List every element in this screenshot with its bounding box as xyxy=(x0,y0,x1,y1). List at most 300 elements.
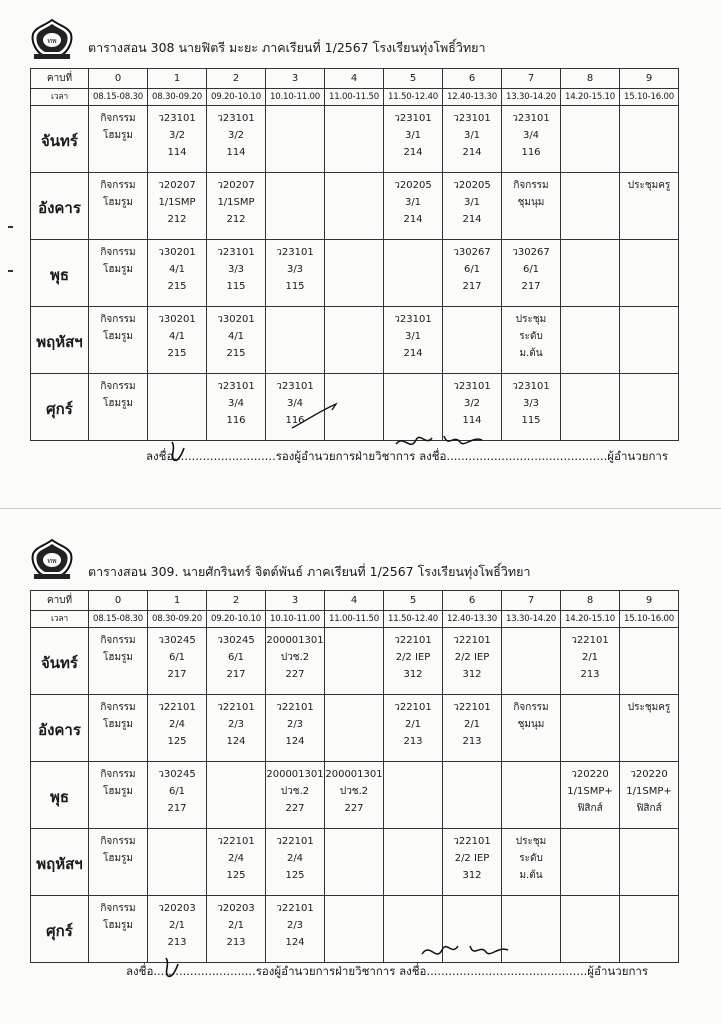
cell-line: ชุมนุม xyxy=(517,719,545,730)
cell-line: 200001301 xyxy=(266,635,324,646)
schedule-cell xyxy=(89,762,148,829)
cell-line: 213 xyxy=(580,669,600,680)
schedule-cell xyxy=(384,762,443,829)
period-number: 1 xyxy=(148,69,207,89)
day-row xyxy=(31,695,679,762)
day-row xyxy=(31,374,679,441)
schedule-cell xyxy=(266,240,325,307)
cell-line: ว23101 xyxy=(158,113,196,124)
cell-line: 125 xyxy=(285,870,305,881)
cell-line: กิจกรรม xyxy=(513,702,549,713)
cell-line: ว22101 xyxy=(394,702,432,713)
cell-line: ว23101 xyxy=(512,381,550,392)
cell-line: ว22101 xyxy=(276,836,314,847)
cell-line: ประชุมครู xyxy=(627,180,671,191)
page-divider xyxy=(0,508,721,509)
handwritten-signature xyxy=(160,956,188,980)
cell-line: 200001301 xyxy=(266,769,324,780)
schedule-cell xyxy=(148,695,207,762)
cell-line: ว22101 xyxy=(453,836,491,847)
cell-line: กิจกรรม xyxy=(100,180,136,191)
schedule-cell xyxy=(443,762,502,829)
schedule-cell xyxy=(207,173,266,240)
cell-line: ว23101 xyxy=(453,113,491,124)
cell-line: 115 xyxy=(285,281,305,292)
day-name: อังคาร xyxy=(31,695,89,762)
cell-line: 215 xyxy=(226,348,246,359)
cell-line: ว30245 xyxy=(158,635,196,646)
schedule-cell xyxy=(325,240,384,307)
cell-line: 116 xyxy=(521,147,541,158)
schedule-cell xyxy=(620,695,679,762)
cell-line: 200001301 xyxy=(325,769,383,780)
time-slot: 08.30-09.20 xyxy=(148,89,207,106)
period-number: 0 xyxy=(89,69,148,89)
schedule-cell xyxy=(89,829,148,896)
time-slot: 10.10-11.00 xyxy=(266,89,325,106)
punch-mark xyxy=(8,226,13,228)
schedule-cell xyxy=(89,374,148,441)
day-row xyxy=(31,628,679,695)
cell-line: โฮมรูม xyxy=(102,264,134,275)
schedule-cell xyxy=(266,307,325,374)
cell-line: โฮมรูม xyxy=(102,197,134,208)
cell-line: 214 xyxy=(403,348,423,359)
schedule-cell xyxy=(148,173,207,240)
cell-line: ว22101 xyxy=(453,702,491,713)
schedule-cell xyxy=(148,307,207,374)
schedule-cell xyxy=(325,307,384,374)
schedule-cell xyxy=(266,695,325,762)
cell-line: ว30201 xyxy=(217,314,255,325)
cell-line: กิจกรรม xyxy=(100,381,136,392)
cell-line: ว23101 xyxy=(394,113,432,124)
period-number: 7 xyxy=(502,591,561,611)
period-number: 9 xyxy=(620,591,679,611)
day-row xyxy=(31,240,679,307)
cell-line: โฮมรูม xyxy=(102,719,134,730)
schedule-cell xyxy=(561,695,620,762)
cell-line: 213 xyxy=(167,937,187,948)
time-slot: 13.30-14.20 xyxy=(502,89,561,106)
time-slot: 09.20-10.10 xyxy=(207,611,266,628)
schedule-cell xyxy=(443,628,502,695)
cell-line: โฮมรูม xyxy=(102,853,134,864)
schedule-cell xyxy=(502,695,561,762)
cell-line: 2/3 xyxy=(286,719,304,730)
cell-line: ประชุม xyxy=(515,314,547,325)
schedule-cell xyxy=(620,106,679,173)
schedule-cell xyxy=(384,173,443,240)
schedule-cell xyxy=(502,374,561,441)
schedule-cell xyxy=(620,762,679,829)
cell-line: ปวช.2 xyxy=(280,786,310,797)
day-row xyxy=(31,896,679,963)
cell-line: 1/1SMP xyxy=(217,197,255,208)
day-name: พุธ xyxy=(31,240,89,307)
cell-line: 3/1 xyxy=(404,130,422,141)
cell-line: 3/4 xyxy=(227,398,245,409)
time-slot: 08.30-09.20 xyxy=(148,611,207,628)
cell-line: โฮมรูม xyxy=(102,652,134,663)
cell-line: 115 xyxy=(521,415,541,426)
schedule-cell xyxy=(148,829,207,896)
punch-mark xyxy=(8,270,13,272)
schedule-cell xyxy=(266,896,325,963)
cell-line: กิจกรรม xyxy=(100,247,136,258)
cell-line: กิจกรรม xyxy=(100,769,136,780)
time-slot: 11.00-11.50 xyxy=(325,89,384,106)
schedule-cell xyxy=(325,896,384,963)
time-slot: 12.40-13.30 xyxy=(443,611,502,628)
cell-line: ว23101 xyxy=(276,247,314,258)
cell-line: 217 xyxy=(462,281,482,292)
handwritten-signature xyxy=(166,440,194,464)
cell-line: ฟิสิกส์ xyxy=(577,803,603,814)
schedule-cell xyxy=(325,173,384,240)
cell-line: 3/3 xyxy=(286,264,304,275)
cell-line: ว22101 xyxy=(571,635,609,646)
time-slot: 15.10-16.00 xyxy=(620,611,679,628)
cell-line: ม.ต้น xyxy=(519,870,543,881)
cell-line: 2/3 xyxy=(227,719,245,730)
cell-line: 214 xyxy=(462,147,482,158)
cell-line: 2/1 xyxy=(463,719,481,730)
time-slot: 08.15-08.30 xyxy=(89,89,148,106)
schedule-cell xyxy=(207,106,266,173)
schedule-cell xyxy=(325,106,384,173)
day-name: จันทร์ xyxy=(31,628,89,695)
cell-line: 2/1 xyxy=(404,719,422,730)
day-name: จันทร์ xyxy=(31,106,89,173)
schedule-title: ตารางสอน 308 นายฟิตรี มะยะ ภาคเรียนที่ 1/2567 โรงเรียนทุ่งโพธิ์วิทยา xyxy=(88,40,486,55)
schedule-cell xyxy=(266,829,325,896)
cell-line: 125 xyxy=(226,870,246,881)
schedule-cell xyxy=(502,628,561,695)
time-slot: 12.40-13.30 xyxy=(443,89,502,106)
cell-line: 3/1 xyxy=(404,331,422,342)
cell-line: ว20205 xyxy=(453,180,491,191)
cell-line: ว22101 xyxy=(453,635,491,646)
cell-line: 213 xyxy=(462,736,482,747)
schedule-cell xyxy=(620,628,679,695)
cell-line: 214 xyxy=(403,147,423,158)
schedule-cell xyxy=(89,628,148,695)
cell-line: 115 xyxy=(226,281,246,292)
schedule-sheet-308 xyxy=(0,0,721,508)
schedule-cell xyxy=(148,106,207,173)
cell-line: กิจกรรม xyxy=(100,903,136,914)
cell-line: 4/1 xyxy=(168,331,186,342)
period-number: 6 xyxy=(443,69,502,89)
day-name: ศุกร์ xyxy=(31,896,89,963)
cell-line: ว20220 xyxy=(630,769,668,780)
cell-line: 217 xyxy=(521,281,541,292)
schedule-cell xyxy=(89,106,148,173)
schedule-cell xyxy=(620,307,679,374)
schedule-cell xyxy=(148,628,207,695)
cell-line: ว20207 xyxy=(158,180,196,191)
cell-line: 3/3 xyxy=(522,398,540,409)
svg-text:ทพ: ทพ xyxy=(47,557,57,565)
cell-line: 2/1 xyxy=(168,920,186,931)
schedule-cell xyxy=(502,762,561,829)
schedule-cell xyxy=(384,307,443,374)
period-number: 6 xyxy=(443,591,502,611)
time-header: เวลา xyxy=(31,89,89,106)
schedule-cell xyxy=(561,240,620,307)
cell-line: ว30267 xyxy=(512,247,550,258)
cell-line: 3/4 xyxy=(286,398,304,409)
schedule-cell xyxy=(443,240,502,307)
schedule-cell xyxy=(148,374,207,441)
cell-line: ชุมนุม xyxy=(517,197,545,208)
cell-line: ว23101 xyxy=(394,314,432,325)
schedule-cell xyxy=(266,628,325,695)
cell-line: 1/1SMP xyxy=(158,197,196,208)
schedule-cell xyxy=(207,374,266,441)
cell-line: 2/1 xyxy=(227,920,245,931)
schedule-cell xyxy=(502,829,561,896)
cell-line: 6/1 xyxy=(522,264,540,275)
cell-line: กิจกรรม xyxy=(100,836,136,847)
day-row xyxy=(31,829,679,896)
cell-line: โฮมรูม xyxy=(102,398,134,409)
schedule-cell xyxy=(148,896,207,963)
time-slot: 11.50-12.40 xyxy=(384,89,443,106)
schedule-cell xyxy=(443,695,502,762)
cell-line: 217 xyxy=(167,803,187,814)
timetable xyxy=(30,68,679,441)
cell-line: ว20207 xyxy=(217,180,255,191)
day-row xyxy=(31,307,679,374)
day-row xyxy=(31,173,679,240)
schedule-cell xyxy=(325,628,384,695)
signature-line: ลงชื่อ............................รองผู้อำนวยการฝ่ายวิชาการ ลงชื่อ............................................ผู้อำนวยการ xyxy=(146,449,669,463)
day-name: พฤหัสฯ xyxy=(31,307,89,374)
handwritten-signature xyxy=(392,430,487,456)
cell-line: ปวช.2 xyxy=(339,786,369,797)
schedule-cell xyxy=(384,106,443,173)
period-number: 4 xyxy=(325,591,384,611)
cell-line: โฮมรูม xyxy=(102,786,134,797)
cell-line: ว20205 xyxy=(394,180,432,191)
cell-line: 1/1SMP+ xyxy=(567,786,613,797)
time-slot: 15.10-16.00 xyxy=(620,89,679,106)
cell-line: โฮมรูม xyxy=(102,130,134,141)
signature-line: ลงชื่อ............................รองผู้อำนวยการฝ่ายวิชาการ ลงชื่อ............................................ผู้อำนวยการ xyxy=(126,964,649,978)
time-slot: 13.30-14.20 xyxy=(502,611,561,628)
cell-line: 217 xyxy=(167,669,187,680)
cell-line: 212 xyxy=(167,214,187,225)
cell-line: 3/2 xyxy=(227,130,245,141)
schedule-cell xyxy=(561,762,620,829)
cell-line: 3/4 xyxy=(522,130,540,141)
schedule-cell xyxy=(443,106,502,173)
time-slot: 10.10-11.00 xyxy=(266,611,325,628)
cell-line: ว22101 xyxy=(276,702,314,713)
cell-line: 215 xyxy=(167,281,187,292)
cell-line: 2/2 IEP xyxy=(454,853,490,864)
period-number: 0 xyxy=(89,591,148,611)
cell-line: 2/4 xyxy=(227,853,245,864)
schedule-cell xyxy=(89,240,148,307)
period-number: 9 xyxy=(620,69,679,89)
cell-line: 212 xyxy=(226,214,246,225)
cell-line: 3/3 xyxy=(227,264,245,275)
cell-line: 2/4 xyxy=(168,719,186,730)
cell-line: 2/2 IEP xyxy=(395,652,431,663)
cell-line: 214 xyxy=(462,214,482,225)
period-number: 1 xyxy=(148,591,207,611)
schedule-cell xyxy=(502,106,561,173)
cell-line: ว30245 xyxy=(158,769,196,780)
schedule-cell xyxy=(207,628,266,695)
cell-line: 124 xyxy=(226,736,246,747)
cell-line: 213 xyxy=(403,736,423,747)
schedule-cell xyxy=(89,307,148,374)
cell-line: ว30267 xyxy=(453,247,491,258)
cell-line: ระดับ xyxy=(519,331,543,342)
period-number: 8 xyxy=(561,591,620,611)
period-number: 5 xyxy=(384,591,443,611)
cell-line: 3/1 xyxy=(463,130,481,141)
cell-line: ว30245 xyxy=(217,635,255,646)
period-number: 2 xyxy=(207,591,266,611)
schedule-cell xyxy=(561,829,620,896)
cell-line: ระดับ xyxy=(519,853,543,864)
cell-line: กิจกรรม xyxy=(100,635,136,646)
cell-line: ปวช.2 xyxy=(280,652,310,663)
schedule-cell xyxy=(266,762,325,829)
cell-line: 312 xyxy=(462,870,482,881)
schedule-cell xyxy=(384,829,443,896)
schedule-cell xyxy=(325,695,384,762)
cell-line: 124 xyxy=(285,736,305,747)
schedule-cell xyxy=(89,173,148,240)
schedule-cell xyxy=(561,628,620,695)
schedule-cell xyxy=(620,173,679,240)
cell-line: 4/1 xyxy=(168,264,186,275)
cell-line: 116 xyxy=(285,415,305,426)
cell-line: ว23101 xyxy=(217,381,255,392)
schedule-cell xyxy=(266,106,325,173)
cell-line: 114 xyxy=(462,415,482,426)
cell-line: 6/1 xyxy=(227,652,245,663)
cell-line: ม.ต้น xyxy=(519,348,543,359)
cell-line: 312 xyxy=(403,669,423,680)
period-header: คาบที่ xyxy=(31,69,89,89)
cell-line: 4/1 xyxy=(227,331,245,342)
schedule-cell xyxy=(207,307,266,374)
cell-line: 116 xyxy=(226,415,246,426)
schedule-cell xyxy=(561,307,620,374)
cell-line: 214 xyxy=(403,214,423,225)
time-slot: 14.20-15.10 xyxy=(561,89,620,106)
day-name: ศุกร์ xyxy=(31,374,89,441)
cell-line: ประชุม xyxy=(515,836,547,847)
cell-line: ประชุมครู xyxy=(627,702,671,713)
cell-line: กิจกรรม xyxy=(100,113,136,124)
schedule-cell xyxy=(561,106,620,173)
period-number: 7 xyxy=(502,69,561,89)
schedule-cell xyxy=(561,896,620,963)
day-name: อังคาร xyxy=(31,173,89,240)
cell-line: 215 xyxy=(167,348,187,359)
cell-line: 114 xyxy=(226,147,246,158)
cell-line: ว22101 xyxy=(217,836,255,847)
cell-line: ว22101 xyxy=(217,702,255,713)
cell-line: 3/2 xyxy=(463,398,481,409)
cell-line: ว23101 xyxy=(217,247,255,258)
schedule-cell xyxy=(89,896,148,963)
cell-line: 6/1 xyxy=(463,264,481,275)
schedule-cell xyxy=(620,829,679,896)
day-row xyxy=(31,106,679,173)
schedule-cell xyxy=(443,307,502,374)
schedule-cell xyxy=(207,695,266,762)
schedule-cell xyxy=(502,240,561,307)
schedule-sheet-309 xyxy=(0,520,721,1024)
cell-line: 217 xyxy=(226,669,246,680)
svg-text:ทพ: ทพ xyxy=(47,37,57,45)
schedule-cell xyxy=(561,374,620,441)
schedule-cell xyxy=(561,173,620,240)
time-slot: 09.20-10.10 xyxy=(207,89,266,106)
period-header: คาบที่ xyxy=(31,591,89,611)
handwritten-mark xyxy=(290,402,340,430)
period-number: 5 xyxy=(384,69,443,89)
cell-line: ว23101 xyxy=(453,381,491,392)
cell-line: 3/2 xyxy=(168,130,186,141)
cell-line: 6/1 xyxy=(168,786,186,797)
cell-line: ว23101 xyxy=(217,113,255,124)
schedule-cell xyxy=(443,829,502,896)
cell-line: โฮมรูม xyxy=(102,331,134,342)
cell-line: ว30201 xyxy=(158,247,196,258)
day-row xyxy=(31,762,679,829)
schedule-cell xyxy=(207,762,266,829)
cell-line: 227 xyxy=(285,669,305,680)
cell-line: 2/2 IEP xyxy=(454,652,490,663)
schedule-cell xyxy=(325,762,384,829)
school-emblem-icon xyxy=(30,18,74,60)
period-number: 3 xyxy=(266,69,325,89)
schedule-cell xyxy=(620,240,679,307)
schedule-cell xyxy=(384,240,443,307)
schedule-cell xyxy=(443,173,502,240)
schedule-cell xyxy=(207,896,266,963)
cell-line: ว22101 xyxy=(276,903,314,914)
schedule-cell xyxy=(207,829,266,896)
cell-line: 3/1 xyxy=(463,197,481,208)
schedule-cell xyxy=(325,829,384,896)
school-emblem-icon xyxy=(30,538,74,580)
cell-line: ว22101 xyxy=(158,702,196,713)
cell-line: ว20203 xyxy=(217,903,255,914)
schedule-cell xyxy=(266,173,325,240)
cell-line: กิจกรรม xyxy=(100,314,136,325)
cell-line: กิจกรรม xyxy=(513,180,549,191)
schedule-cell xyxy=(620,896,679,963)
handwritten-signature xyxy=(418,938,513,966)
schedule-title: ตารางสอน 309. นายศักรินทร์ จิตต์พันธ์ ภาคเรียนที่ 1/2567 โรงเรียนทุ่งโพธิ์วิทยา xyxy=(88,564,531,579)
schedule-cell xyxy=(620,374,679,441)
cell-line: ว20220 xyxy=(571,769,609,780)
cell-line: 125 xyxy=(167,736,187,747)
schedule-cell xyxy=(207,240,266,307)
cell-line: 312 xyxy=(462,669,482,680)
